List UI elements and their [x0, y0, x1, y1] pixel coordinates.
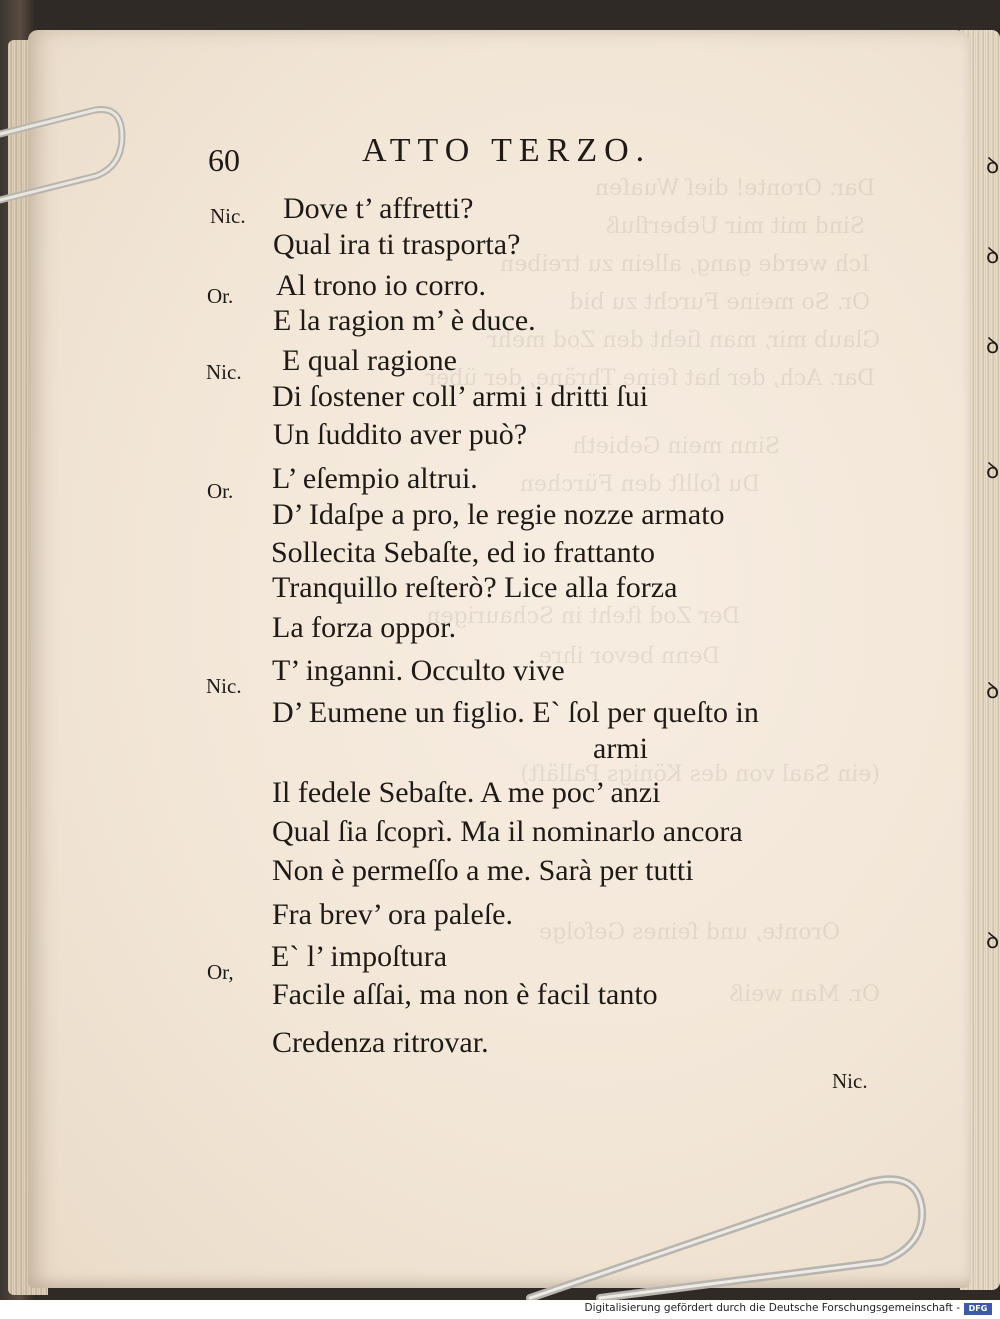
facing-page-glyph: ꝺ	[986, 334, 1000, 359]
speaker-label: Or.	[207, 479, 234, 503]
bleed-through-line: Glaub mir, man ſieht den Zod mehr	[487, 328, 880, 353]
facing-page-glyph: ꝺ	[986, 459, 1000, 484]
speaker-label: Nic.	[206, 360, 242, 384]
verse-line: Facile aſſai, ma non è facil tanto	[272, 978, 658, 1011]
verse-line: Al trono io corro.	[276, 269, 486, 302]
verse-line: Fra brev’ ora paleſe.	[272, 898, 513, 931]
verse-line: Di ſostener coll’ armi i dritti ſui	[272, 380, 649, 413]
verse-line: Tranquillo reſterò? Lice alla forza	[272, 571, 678, 604]
dfg-logo: DFG	[964, 1303, 992, 1315]
facing-page-glyph: ꝺ	[986, 244, 1000, 269]
bleed-through-line: Denn bevor ihre	[538, 644, 720, 669]
verse-line: Sollecita Sebaſte, ed io frattanto	[271, 536, 656, 569]
bleed-through-line: Du ſollſt den Fürchen	[519, 472, 760, 497]
bleed-through-line: Or. So meine Furcht zu bid	[569, 290, 870, 315]
verse-line: Il fedele Sebaſte. A me poc’ anzi	[272, 776, 661, 809]
facing-page-glyph: ꝺ	[986, 929, 1000, 954]
verse-line: Dove t’ affretti?	[283, 192, 474, 225]
verse-line: L’ eſempio altrui.	[272, 462, 478, 495]
bleed-through-line: Sinn mein Gebieth	[572, 434, 780, 459]
bleed-through-line: Oronte, und ſeines Gefolge	[538, 920, 840, 945]
verse-line: La forza oppor.	[272, 611, 457, 644]
bleed-through-line: Ich werde gang, allein zu treiben	[500, 252, 870, 277]
verse-line: D’ Eumene un figlio. E` ſol per queſto in	[272, 696, 759, 729]
speaker-label: Nic.	[206, 674, 242, 698]
speaker-label: Nic.	[210, 204, 246, 228]
speaker-label: Or.	[207, 284, 234, 308]
bleed-through-line: Sind mit mir Ueberfluß	[605, 214, 865, 239]
bleed-through-line: (ein Saal von des Königs Palläſt)	[520, 762, 880, 787]
verse-line: Qual ſia ſcoprì. Ma il nominarlo ancora	[272, 815, 743, 848]
facing-page-glyph: ꝺ	[986, 679, 1000, 704]
verse-line: E` l’ impoſtura	[271, 940, 448, 973]
page-clip-top	[0, 100, 130, 210]
facing-page-glyph: ꝺ	[986, 154, 1000, 179]
verse-line: Credenza ritrovar.	[272, 1026, 489, 1059]
verse-line: T’ inganni. Occulto vive	[272, 654, 565, 687]
footer-bar	[0, 1300, 1000, 1319]
bleed-through-line: Dar. Ach, der hat ſeine Thräne, der über	[425, 366, 875, 391]
funding-credit: Digitalisierung gefördert durch die Deutsche Forschungsgemeinschaft -	[584, 1302, 960, 1314]
verse-line: D’ Idaſpe a pro, le regie nozze armato	[272, 498, 725, 531]
page-number: 60	[208, 142, 240, 178]
verse-line-continuation: armi	[593, 732, 648, 765]
catchword: Nic.	[832, 1069, 868, 1093]
bleed-through-line: Der Zod ſteht in Schaurigen	[426, 604, 740, 629]
verse-line: E qual ragione	[282, 344, 457, 377]
bleed-through-line: Dar. Oronte! dieſ Wuaſen	[594, 176, 875, 201]
verse-line: Un ſuddito aver può?	[273, 418, 528, 451]
page-clip-bottom	[520, 1170, 930, 1300]
verse-line: Qual ira ti trasporta?	[273, 228, 521, 261]
speaker-label: Or,	[207, 960, 234, 984]
bleed-through-line: Or. Man weiß	[729, 982, 880, 1007]
verse-line: Non è permeſſo a me. Sarà per tutti	[272, 854, 694, 887]
act-title: ATTO TERZO.	[362, 132, 652, 169]
verse-line: E la ragion m’ è duce.	[273, 304, 536, 337]
